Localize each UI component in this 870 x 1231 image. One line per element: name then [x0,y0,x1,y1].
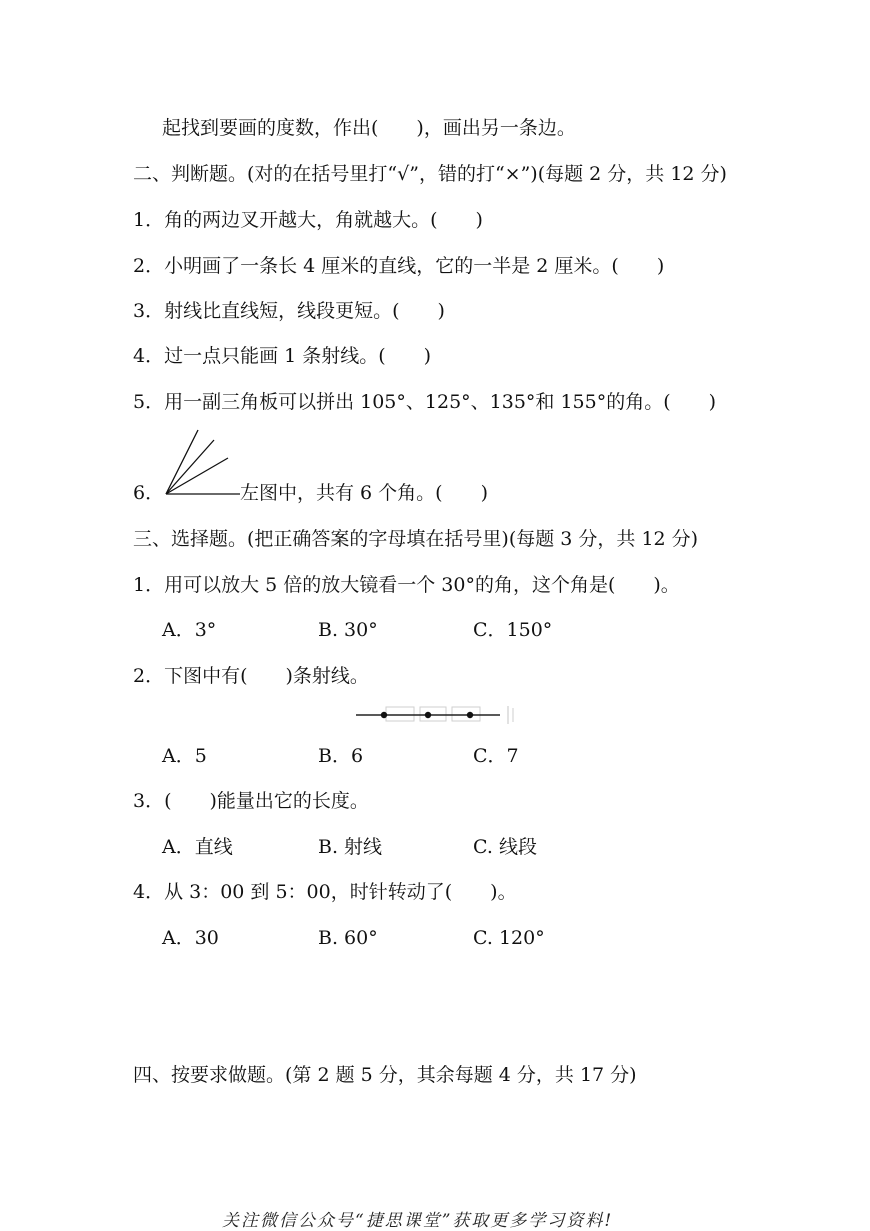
choice-question-3: 3．( )能量出它的长度。 [133,790,369,812]
choice-1-option-a: A．3° [162,619,217,641]
judge-question-1: 1．角的两边叉开越大，角就越大。( ) [133,209,483,231]
point [425,712,431,718]
choice-4-option-c: C. 120° [473,927,545,949]
intro-line: 起找到要画的度数，作出( )，画出另一条边。 [162,117,576,139]
choice-4-option-b: B. 60° [318,927,378,949]
choice-3-option-b: B. 射线 [318,836,383,858]
judge-question-2: 2．小明画了一条长 4 厘米的直线，它的一半是 2 厘米。( ) [133,255,665,277]
choice-question-1: 1．用可以放大 5 倍的放大镜看一个 30°的角，这个角是( )。 [133,574,680,596]
choice-3-option-c: C. 线段 [473,836,537,858]
angle-figure [160,428,240,498]
judge-question-3: 3．射线比直线短，线段更短。( ) [133,300,445,322]
choice-2-option-b: B．6 [318,745,364,767]
section-4-title: 四、按要求做题。(第 2 题 5 分，其余每题 4 分，共 17 分) [133,1064,637,1086]
choice-4-option-a: A．30 [162,927,219,949]
point [467,712,473,718]
point [381,712,387,718]
line-with-points-figure [356,704,516,728]
section-3-title: 三、选择题。(把正确答案的字母填在括号里)(每题 3 分，共 12 分) [133,528,699,550]
judge-question-5: 5．用一副三角板可以拼出 105°、125°、135°和 155°的角。( ) [133,391,717,413]
choice-2-option-c: C．7 [473,745,519,767]
section-2-title: 二、判断题。(对的在括号里打“√”，错的打“×”)(每题 2 分，共 12 分) [133,163,727,185]
choice-1-option-c: C．150° [473,619,553,641]
footer-note: 关注微信公众号“捷思课堂”获取更多学习资料! [222,1211,614,1231]
choice-3-option-a: A．直线 [162,836,233,858]
choice-1-option-b: B. 30° [318,619,378,641]
judge-question-4: 4．过一点只能画 1 条射线。( ) [133,345,432,367]
choice-2-option-a: A．5 [162,745,207,767]
judge-question-6-number: 6． [133,482,165,504]
choice-question-2: 2．下图中有( )条射线。 [133,665,369,687]
choice-question-4: 4．从 3：00 到 5：00，时针转动了( )。 [133,881,517,903]
judge-question-6-text: 左图中，共有 6 个角。( ) [240,482,488,504]
